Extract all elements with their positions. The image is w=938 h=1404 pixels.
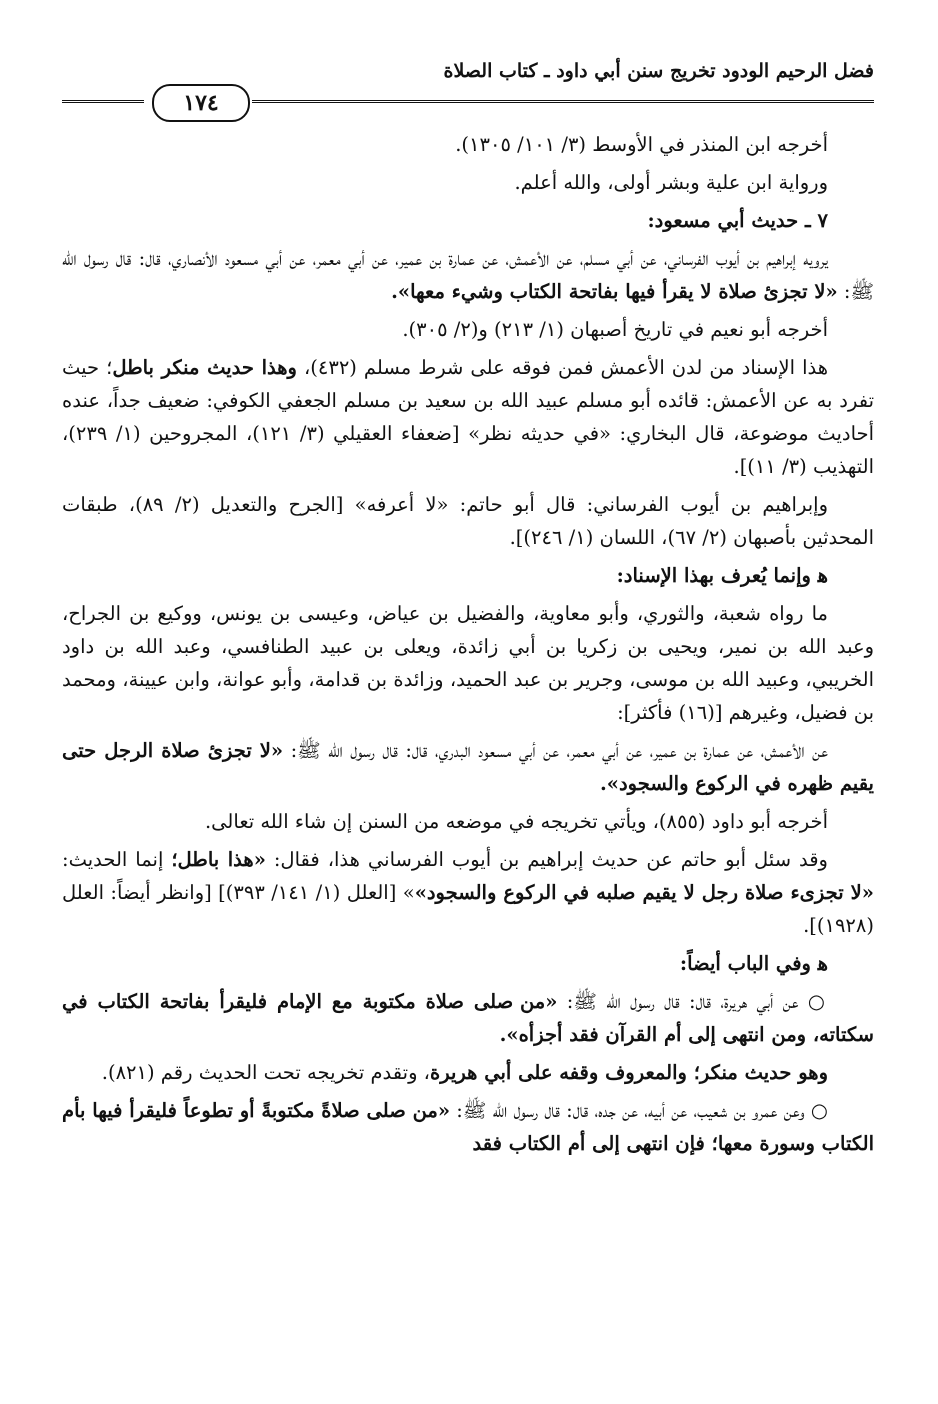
text-run: ﻫ وإنما يُعرف بهذا الإسناد: — [616, 564, 828, 587]
paragraph — [62, 488, 874, 554]
text-run: ما رواه شعبة، والثوري، وأبو معاوية، والفضيل بن عياض، وعيسى بن يونس، ووكيع بن الجراح، وعبد الله بن نمير، ويحيى بن زكريا بن أبي زائدة، ويعلى بن عبيد الطنافسي، وعبد الله بن داود الخريبي، وعبيد الله بن موسى، وجرير بن عبد الحميد، وزائدة بن قدامة، وأبو عوانة، وابن عيينة، ومحمد بن فضيل، وغيرهم [(١٦) فأكثر]: — [62, 602, 874, 724]
text-run: ورواية ابن علية وبشر أولى، والله أعلم. — [514, 171, 828, 194]
bold-text-run: «من صلى صلاة مكتوبة مع الإمام فليقرأ بفاتحة الكتاب في سكتاته، ومن انتهى إلى أم القرآن فقد أجزأه». — [62, 990, 874, 1046]
page-header — [62, 48, 874, 128]
section-heading — [62, 559, 874, 592]
paragraph — [62, 1094, 874, 1160]
text-run: أخرجه ابن المنذر في الأوسط (٣/ ١٠١/ ١٣٠٥). — [455, 133, 828, 156]
text-run: ؛ حيث تفرد به عن الأعمش: قائده أبو مسلم عبيد الله بن سعيد بن مسلم الجعفي الكوفي: ضعيف جداً، عنده أحاديث موضوعة، قال البخاري: «في حديثه نظر» [ضعفاء العقيلي (٣/ ١٢١)، المجروحين (١/ ٢٣٩)، التهذيب (٣/ ١١)]. — [62, 356, 874, 478]
text-run: وقد سئل أبو حاتم عن حديث إبراهيم بن أيوب الفرساني هذا، فقال: — [265, 848, 828, 871]
paragraph — [62, 985, 874, 1051]
running-title: فضل الرحيم الودود تخريج سنن أبي داود ـ كتاب الصلاة — [443, 60, 874, 82]
page-number: ١٧٤ — [152, 84, 250, 122]
text-run: ○ وعن عمرو بن شعيب، عن أبيه، عن جده، قال: قال رسول الله ﷺ: — [450, 1099, 828, 1122]
text-run: أخرجه أبو نعيم في تاريخ أصبهان (١/ ٢١٣) و(٢/ ٣٠٥). — [402, 318, 828, 341]
bold-text-run: «لا تجزىء صلاة رجل لا يقيم صلبه في الركوع والسجود» — [414, 881, 874, 904]
text-run: ○ عن أبي هريرة، قال: قال رسول الله ﷺ: — [557, 990, 828, 1013]
text-run: هذا الإسناد من لدن الأعمش فمن فوقه على شرط مسلم (٤٣٢)، — [296, 356, 829, 379]
paragraph — [62, 734, 874, 800]
bold-text-run: «من صلى صلاةً مكتوبةً أو تطوعاً فليقرأ فيها بأم الكتاب وسورة معها؛ فإن انتهى إلى أم الكتاب فقد — [62, 1099, 874, 1155]
text-run: إنما الحديث: — [62, 848, 172, 871]
text-run: يرويه إبراهيم بن أيوب الفرساني، عن أبي مسلم، عن الأعمش، عن عمارة بن عمير، عن أبي معمر، عن أبي مسعود الأنصاري، قال: قال رسول الله ﷺ: — [62, 247, 874, 303]
text-run: ، وتقدم تخريجه تحت الحديث رقم (٨٢١). — [101, 1061, 430, 1084]
header-rule-left — [62, 100, 144, 103]
text-run: ﻫ وفي الباب أيضاً: — [679, 952, 828, 975]
paragraph — [62, 166, 874, 199]
text-run: أخرجه أبو داود (٨٥٥)، ويأتي تخريجه في موضعه من السنن إن شاء الله تعالى. — [204, 810, 828, 833]
paragraph — [62, 313, 874, 346]
header-rule-right — [252, 100, 874, 103]
paragraph — [62, 805, 874, 838]
paragraph — [62, 1056, 874, 1089]
text-run: » [العلل (١/ ١٤١/ ٣٩٣)] [وانظر أيضاً: العلل (١٩٢٨)]. — [62, 881, 874, 937]
paragraph — [62, 597, 874, 729]
bold-text-run: «هذا باطل؛ — [171, 848, 266, 871]
text-run: وإبراهيم بن أيوب الفرساني: قال أبو حاتم: «لا أعرفه» [الجرح والتعديل (٢/ ٨٩)، طبقات المحدثين بأصبهان (٢/ ٦٧)، اللسان (١/ ٢٤٦)]. — [62, 493, 874, 549]
text-run: عن الأعمش، عن عمارة بن عمير، عن أبي معمر، عن أبي مسعود البدري، قال: قال رسول الله ﷺ: — [283, 739, 829, 762]
paragraph — [62, 128, 874, 161]
section-heading — [62, 947, 874, 980]
bold-text-run: «لا تجزئ صلاة لا يقرأ فيها بفاتحة الكتاب وشيء معها». — [391, 280, 838, 303]
bold-text-run: وهو حديث منكر؛ والمعروف وقفه على أبي هريرة — [429, 1061, 828, 1084]
page-body — [62, 128, 874, 1165]
bold-text-run: «لا تجزئ صلاة الرجل حتى يقيم ظهره في الركوع والسجود». — [62, 739, 874, 795]
text-run: ٧ ـ حديث أبي مسعود: — [647, 209, 828, 232]
section-heading — [62, 204, 874, 237]
paragraph — [62, 351, 874, 483]
paragraph — [62, 843, 874, 942]
paragraph — [62, 242, 874, 308]
bold-text-run: وهذا حديث منكر باطل — [112, 356, 297, 379]
